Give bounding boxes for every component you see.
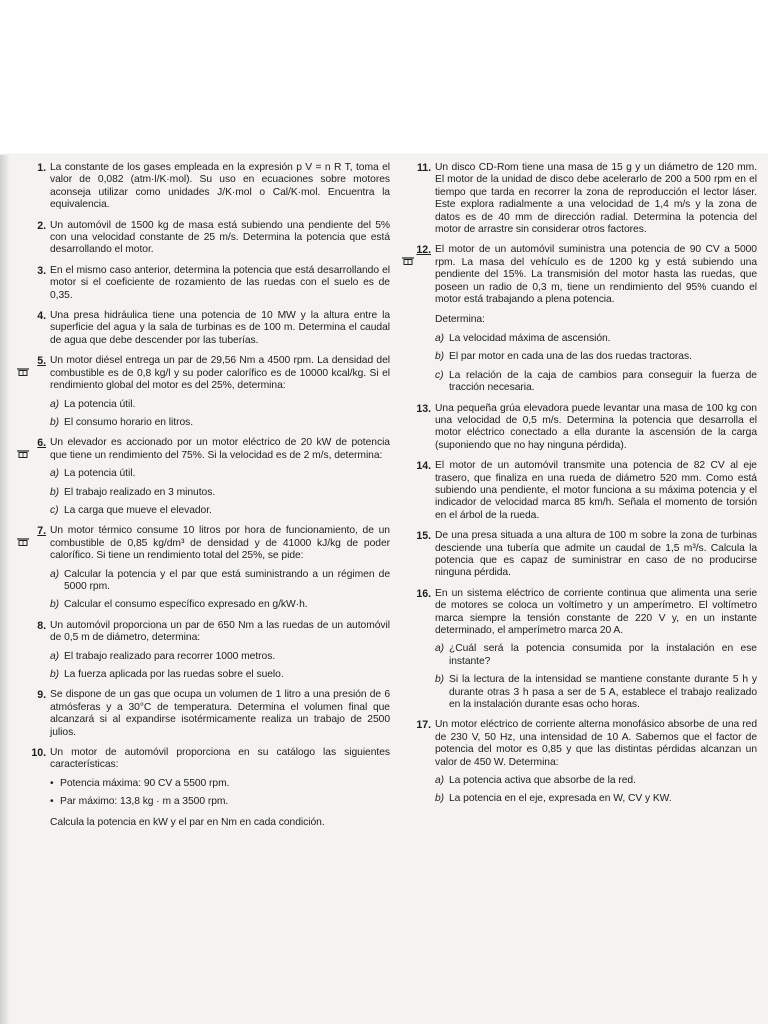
sub-question-label: b)	[50, 416, 60, 428]
problem-statement: En el mismo caso anterior, determina la potencia que está desarrollando el motor si el coeficiente de rozamiento de las ruedas con el suelo es de 0,35.	[50, 264, 390, 301]
sub-question	[435, 674, 757, 711]
sub-question-text: La potencia útil.	[64, 398, 136, 410]
problem-body	[435, 403, 757, 453]
problem-number: 16.	[416, 587, 431, 600]
sub-question-text: La fuerza aplicada por las ruedas sobre el suelo.	[64, 669, 284, 680]
problem-number: 8.	[37, 619, 46, 632]
problem-statement: Se dispone de un gas que ocupa un volumen de 1 litro a una presión de 6 atmósferas y a 30°C de temperatura. Determina el volumen final que alcanzará si al expandirse isotérmicamente realiza un trabajo de 2500 julios.	[50, 689, 390, 738]
problem-prompt: Determina:	[435, 314, 485, 326]
calculator-icon	[401, 256, 415, 264]
problem-item	[20, 265, 390, 302]
problem-number: 2.	[37, 219, 46, 232]
sub-question-label: b)	[435, 793, 445, 805]
sub-question-label: a)	[50, 650, 60, 662]
bullet-item	[50, 796, 390, 808]
calculator-icon	[16, 449, 30, 457]
sub-question-text: Calcular el consumo específico expresado en g/kW·h.	[64, 599, 308, 611]
problem-number: 10.	[31, 747, 46, 760]
sub-question-label: a)	[50, 568, 60, 580]
bullet-icon: •	[50, 796, 54, 808]
sub-question	[50, 651, 390, 663]
sub-question-text: La velocidad máxima de ascensión.	[449, 332, 611, 344]
sub-question-label: b)	[50, 669, 60, 680]
problem-number: 14.	[416, 460, 431, 473]
problem-number: 3.	[37, 264, 46, 277]
problem-item	[20, 355, 390, 429]
problem-statement: Una pequeña grúa elevadora puede levantar una masa de 100 kg con una velocidad de 0,5 m/s. Determina la potencia que desarrolla el motor eléctrico conectado a ella durante la ascensión de la carga (suponiendo que no hay ninguna pérdida).	[435, 402, 757, 451]
problem-number: 13.	[416, 402, 431, 415]
bullet-text: Par máximo: 13,8 kg · m a 3500 rpm.	[60, 796, 229, 808]
problem-body	[50, 162, 390, 212]
problem-statement: Una presa hidráulica tiene una potencia de 10 MW y la altura entre la superficie del agua y la sala de turbinas es de 100 m. Determina el caudal de agua que debe descender por las tuberías.	[50, 310, 390, 346]
problem-body	[435, 162, 757, 236]
problem-statement: La constante de los gases empleada en la expresión p V = n R T, toma el valor de 0,082 (atm·l/K·mol). Su uso en ecuaciones sobre motores aconseja utilizar como unidades J/K·mol o Cal/K·mol. Encuentra la equivalencia.	[50, 162, 390, 211]
sub-question-text: El trabajo realizado para recorrer 1000 metros.	[64, 650, 276, 662]
calculator-icon	[16, 537, 30, 545]
problem-closing: Calcula la potencia en kW y el par en Nm en cada condición.	[50, 816, 325, 828]
problem-body	[50, 689, 390, 739]
problem-body	[50, 355, 390, 429]
sub-question	[50, 599, 390, 611]
sub-question-label: c)	[50, 504, 59, 516]
problem-item	[405, 530, 757, 580]
sub-question	[50, 417, 390, 429]
problem-statement: De una presa situada a una altura de 100 m sobre la zona de turbinas desciende una tubería que admite un caudal de 1,5 m³/s. Calcula la potencia que es capaz de suministrar en caso de no producirse ninguna pérdida.	[435, 530, 757, 579]
sub-question	[435, 775, 757, 787]
sub-question	[50, 468, 390, 480]
sub-question-label: c)	[435, 369, 444, 381]
problem-statement: Un automóvil proporciona un par de 650 Nm a las ruedas de un automóvil de 0,5 m de diámetro, determina:	[50, 619, 390, 644]
problem-item	[20, 162, 390, 212]
sub-question	[435, 793, 757, 805]
sub-question	[50, 569, 390, 594]
problem-item	[20, 747, 390, 829]
right-column	[405, 162, 757, 814]
problem-item	[405, 244, 757, 394]
sub-question-label: a)	[435, 332, 445, 344]
problem-item	[20, 620, 390, 682]
problem-number: 9.	[37, 689, 46, 702]
problem-item	[20, 689, 390, 739]
left-column	[20, 162, 390, 837]
problem-body	[50, 620, 390, 682]
problem-statement: El motor de un automóvil suministra una potencia de 90 CV a 5000 rpm. La masa del vehículo es de 1200 kg y está subiendo una pendiente del 15%. La transmisión del motor hasta las ruedas, que poseen un radio de 0,3 m, tiene un rendimiento del 95% cuando el motor está trabajando a plena potencia.	[435, 244, 757, 306]
bullet-icon: •	[50, 777, 54, 789]
bullet-item	[50, 778, 390, 790]
sub-question-text: ¿Cuál será la potencia consumida por la instalación en ese instante?	[449, 643, 757, 667]
problem-item	[405, 403, 757, 453]
sub-question-text: La potencia útil.	[64, 468, 136, 480]
problem-statement: Un automóvil de 1500 kg de masa está subiendo una pendiente del 5% con una velocidad constante de 25 m/s. Determina la potencia que está desarrollando el motor.	[50, 219, 390, 256]
problem-body	[50, 265, 390, 302]
sub-question-label: b)	[50, 599, 60, 611]
problem-item	[20, 525, 390, 611]
problem-statement: Un motor eléctrico de corriente alterna monofásico absorbe de una red de 230 V, 50 Hz, una intensidad de 10 A. Sabemos que el factor de potencia del motor es 0,85 y que las distintas pérdidas alcanzan un valor de 450 W. Determina:	[435, 719, 757, 768]
sub-question-text: La relación de la caja de cambios para conseguir la fuerza de tracción necesaria.	[449, 369, 757, 394]
sub-question	[435, 351, 757, 363]
problem-statement: Un motor diésel entrega un par de 29,56 Nm a 4500 rpm. La densidad del combustible es de 0,8 kg/l y su poder calorífico es de 10000 kcal/kg. Si el rendimiento global del motor es del 25%, determina:	[50, 355, 390, 392]
problem-body	[50, 437, 390, 517]
problem-body	[435, 460, 757, 522]
problem-item	[20, 310, 390, 347]
sub-question	[50, 505, 390, 517]
problem-item	[405, 162, 757, 236]
sub-question	[50, 487, 390, 499]
sub-question-label: b)	[435, 674, 445, 686]
problem-item	[405, 588, 757, 712]
problem-number: 15.	[416, 530, 431, 543]
problem-number: 7.	[20, 525, 50, 611]
problem-item	[405, 460, 757, 522]
problem-number: 1.	[37, 162, 46, 174]
problem-number: 11.	[417, 162, 431, 174]
problem-body	[435, 588, 757, 712]
sub-question	[435, 370, 757, 395]
problem-statement: Un elevador es accionado por un motor eléctrico de 20 kW de potencia que tiene un rendimiento del 75%. Si la velocidad es de 2 m/s, determina:	[50, 437, 390, 461]
problem-body	[50, 525, 390, 611]
problem-number: 4.	[37, 310, 46, 323]
sub-question	[435, 333, 757, 345]
problem-body	[50, 747, 390, 829]
sub-question-label: b)	[435, 351, 445, 363]
sub-question-label: a)	[50, 468, 60, 480]
problem-statement: Un disco CD-Rom tiene una masa de 15 g y un diámetro de 120 mm. El motor de la unidad de disco debe acelerarlo de 200 a 500 rpm en el tiempo que tarda en recorrer la zona de reproducción el lector láser. Este explora radialmente a una velocidad de 1,4 m/s y la zona de datos es de 40 mm de dirección radial. Determina la potencia del motor de arrastre sin considerar otros factores.	[435, 162, 757, 236]
sub-question-label: a)	[435, 775, 445, 787]
calculator-icon	[16, 367, 30, 375]
problem-number: 17.	[416, 719, 431, 732]
sub-question-text: Si la lectura de la intensidad se mantiene constante durante 5 h y durante otras 3 h pasa a ser de 5 A, establece el trabajo realizado en la instalación durante esas ocho horas.	[449, 674, 757, 711]
sub-question-text: La potencia activa que absorbe de la red.	[449, 775, 636, 787]
problem-statement: Un motor térmico consume 10 litros por hora de funcionamiento, de un combustible de 0,85 kg/dm³ de densidad y de 41000 kJ/kg de poder calorífico. Si tiene un rendimiento total del 25%, se pide:	[50, 525, 390, 562]
problem-item	[405, 719, 757, 805]
sub-question-text: El par motor en cada una de las dos ruedas tractoras.	[449, 351, 692, 363]
sub-question-label: a)	[50, 398, 60, 410]
sub-question	[50, 669, 390, 681]
problem-number: 12.	[405, 244, 435, 394]
problem-statement: Un motor de automóvil proporciona en su catálogo las siguientes características:	[50, 747, 390, 771]
problem-item	[20, 437, 390, 517]
bullet-text: Potencia máxima: 90 CV a 5500 rpm.	[60, 777, 230, 789]
sub-question-text: La potencia en el eje, expresada en W, CV y KW.	[449, 793, 672, 805]
problem-body	[435, 244, 757, 394]
sub-question-text: El trabajo realizado en 3 minutos.	[64, 486, 216, 498]
problem-number: 6.	[20, 437, 50, 517]
problem-body	[50, 220, 390, 257]
problem-number: 5.	[20, 355, 50, 429]
problem-body	[435, 719, 757, 805]
problem-body	[435, 530, 757, 580]
sub-question-label: b)	[50, 486, 60, 498]
sub-question	[435, 643, 757, 668]
sub-question-text: Calcular la potencia y el par que está suministrando a un régimen de 5000 rpm.	[64, 568, 390, 592]
problem-body	[50, 310, 390, 347]
sub-question	[50, 399, 390, 411]
problem-item	[20, 220, 390, 257]
sub-question-text: La carga que mueve el elevador.	[64, 504, 212, 516]
problem-statement: El motor de un automóvil transmite una potencia de 82 CV al eje trasero, que finaliza en una rueda de diámetro 520 mm. Como está subiendo una pendiente, el motor funciona a su máxima potencia y el indicador de velocidad marca 85 km/h. Señala el momento de torsión en el árbol de la rueda.	[435, 460, 757, 521]
sub-question-text: El consumo horario en litros.	[64, 416, 194, 428]
problem-statement: En un sistema eléctrico de corriente continua que alimenta una serie de motores se coloca un voltímetro y un amperímetro. El voltímetro marca siempre la tensión constante de 220 V y, en un instante determinado, el amperímetro marca 20 A.	[435, 587, 757, 636]
sub-question-label: a)	[435, 643, 445, 655]
sheet-shadow	[0, 155, 10, 1024]
